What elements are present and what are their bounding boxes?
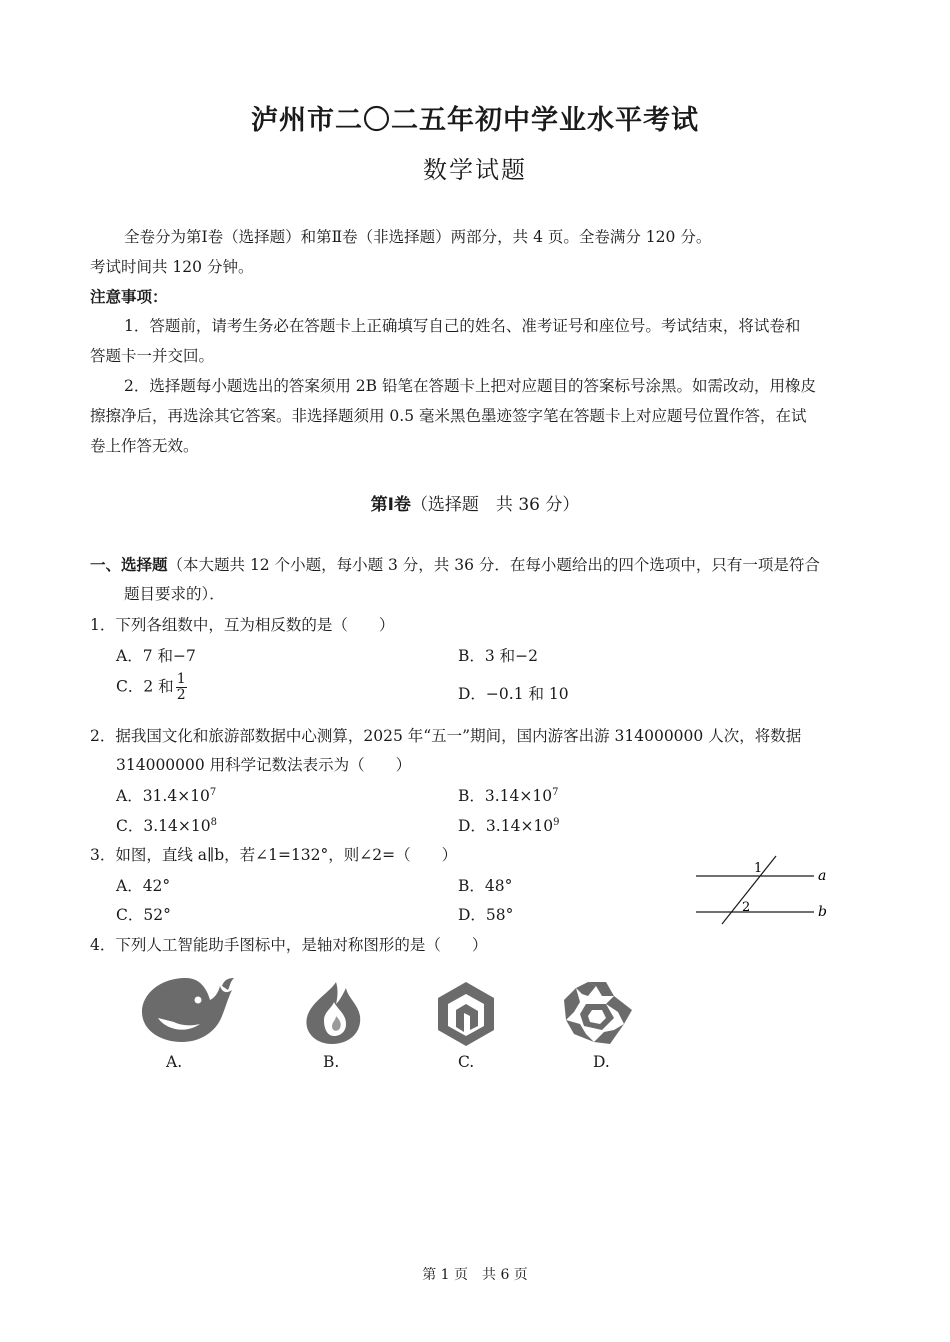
- q4-option-b-label: B.: [323, 1053, 340, 1071]
- line-a-label: a: [818, 868, 827, 884]
- part-1-heading-line-2: 题目要求的）．: [124, 585, 225, 603]
- page-footer: 第 1 页 共 6 页: [422, 1267, 528, 1283]
- part-1-heading: [90, 553, 820, 575]
- parallel-lines-figure: [690, 852, 840, 930]
- intro-line-1: 全卷分为第Ⅰ卷（选择题）和第Ⅱ卷（非选择题）两部分，共 4 页。全卷满分 120 分。: [124, 228, 712, 246]
- section-title-rest: （选择题 共 36 分）: [410, 495, 580, 515]
- q2-option-a-base: A．31.4×10: [116, 787, 210, 805]
- q2-option-c-exponent: 8: [210, 817, 217, 828]
- q2-option-a-exponent: 7: [209, 787, 217, 798]
- q4-option-d-label: D.: [593, 1053, 610, 1071]
- q4-option-c-label: C.: [458, 1053, 475, 1071]
- part-1-heading-bold: 一、选择题: [90, 556, 168, 574]
- q3-option-c: C．52°: [116, 906, 171, 924]
- q1-option-d: D．−0.1 和 10: [458, 685, 569, 703]
- angle-1-label: 1: [754, 861, 763, 876]
- q2-option-a: [116, 784, 216, 806]
- section-title-bold: 第Ⅰ卷: [370, 495, 411, 515]
- part-1-heading-rest: （本大题共 12 个小题，每小题 3 分，共 36 分．在每小题给出的四个选项中，只有一项是符合: [167, 556, 820, 574]
- fraction-denominator: 2: [176, 687, 186, 703]
- q1-option-c-prefix: C．2 和: [116, 677, 174, 696]
- q2-option-b-exponent: 7: [552, 787, 559, 798]
- line-b-label: b: [818, 904, 827, 920]
- q2-stem-line-1: 2．据我国文化和旅游部数据中心测算，2025 年“五一”期间，国内游客出游 314000000 人次，将数据: [90, 727, 802, 745]
- q1-option-a: A．7 和−7: [116, 647, 196, 665]
- q1-option-b: B．3 和−2: [458, 647, 539, 665]
- q2-option-d-base: D．3.14×10: [458, 817, 554, 835]
- note-1-line-2: 答题卡一并交回。: [90, 347, 215, 365]
- notice-heading: 注意事项：: [90, 288, 168, 306]
- note-2-line-2: 擦擦净后，再选涂其它答案。非选择题须用 0.5 毫米黑色墨迹签字笔在答题卡上对应题号位置作答，在试: [90, 407, 807, 425]
- exam-title: 泸州市二〇二五年初中学业水平考试: [251, 105, 699, 136]
- q3-stem: 3．如图，直线 a∥b，若∠1=132°，则∠2=（ ）: [90, 846, 458, 864]
- star-knot-logo-icon: [562, 980, 634, 1046]
- q3-option-d: D．58°: [458, 906, 514, 924]
- q3-option-b: B．48°: [458, 877, 513, 895]
- q1-option-c: [116, 672, 187, 703]
- q2-option-d: [458, 814, 560, 836]
- q1-stem: 1．下列各组数中，互为相反数的是（ ）: [90, 616, 395, 634]
- note-2-line-3: 卷上作答无效。: [90, 437, 199, 455]
- q2-option-b-base: B．3.14×10: [458, 787, 553, 805]
- intro-line-2: 考试时间共 120 分钟。: [90, 258, 254, 276]
- flame-logo-icon: [300, 980, 366, 1046]
- cube-logo-icon: [434, 980, 498, 1048]
- q2-option-c-base: C．3.14×10: [116, 817, 211, 835]
- angle-2-label: 2: [742, 900, 751, 915]
- q3-option-a: A．42°: [116, 877, 171, 895]
- exam-subtitle: 数学试题: [423, 156, 527, 184]
- note-1-line-1: 1．答题前，请考生务必在答题卡上正确填写自己的姓名、准考证号和座位号。考试结束，将试卷和: [124, 317, 801, 335]
- q4-stem: 4．下列人工智能助手图标中，是轴对称图形的是（ ）: [90, 936, 488, 954]
- q1-option-c-fraction: [176, 672, 187, 703]
- section-title: [0, 490, 950, 515]
- q2-option-b: [458, 784, 559, 806]
- fraction-numerator: 1: [176, 671, 186, 687]
- q4-option-a-label: A.: [166, 1053, 183, 1071]
- q2-stem-line-2: 314000000 用科学记数法表示为（ ）: [116, 756, 412, 774]
- note-2-line-1: 2．选择题每小题选出的答案须用 2B 铅笔在答题卡上把对应题目的答案标号涂黑。如需改动，用橡皮: [124, 377, 816, 395]
- whale-logo-icon: [138, 974, 236, 1046]
- q2-option-d-exponent: 9: [553, 817, 560, 828]
- q2-option-c: [116, 814, 217, 836]
